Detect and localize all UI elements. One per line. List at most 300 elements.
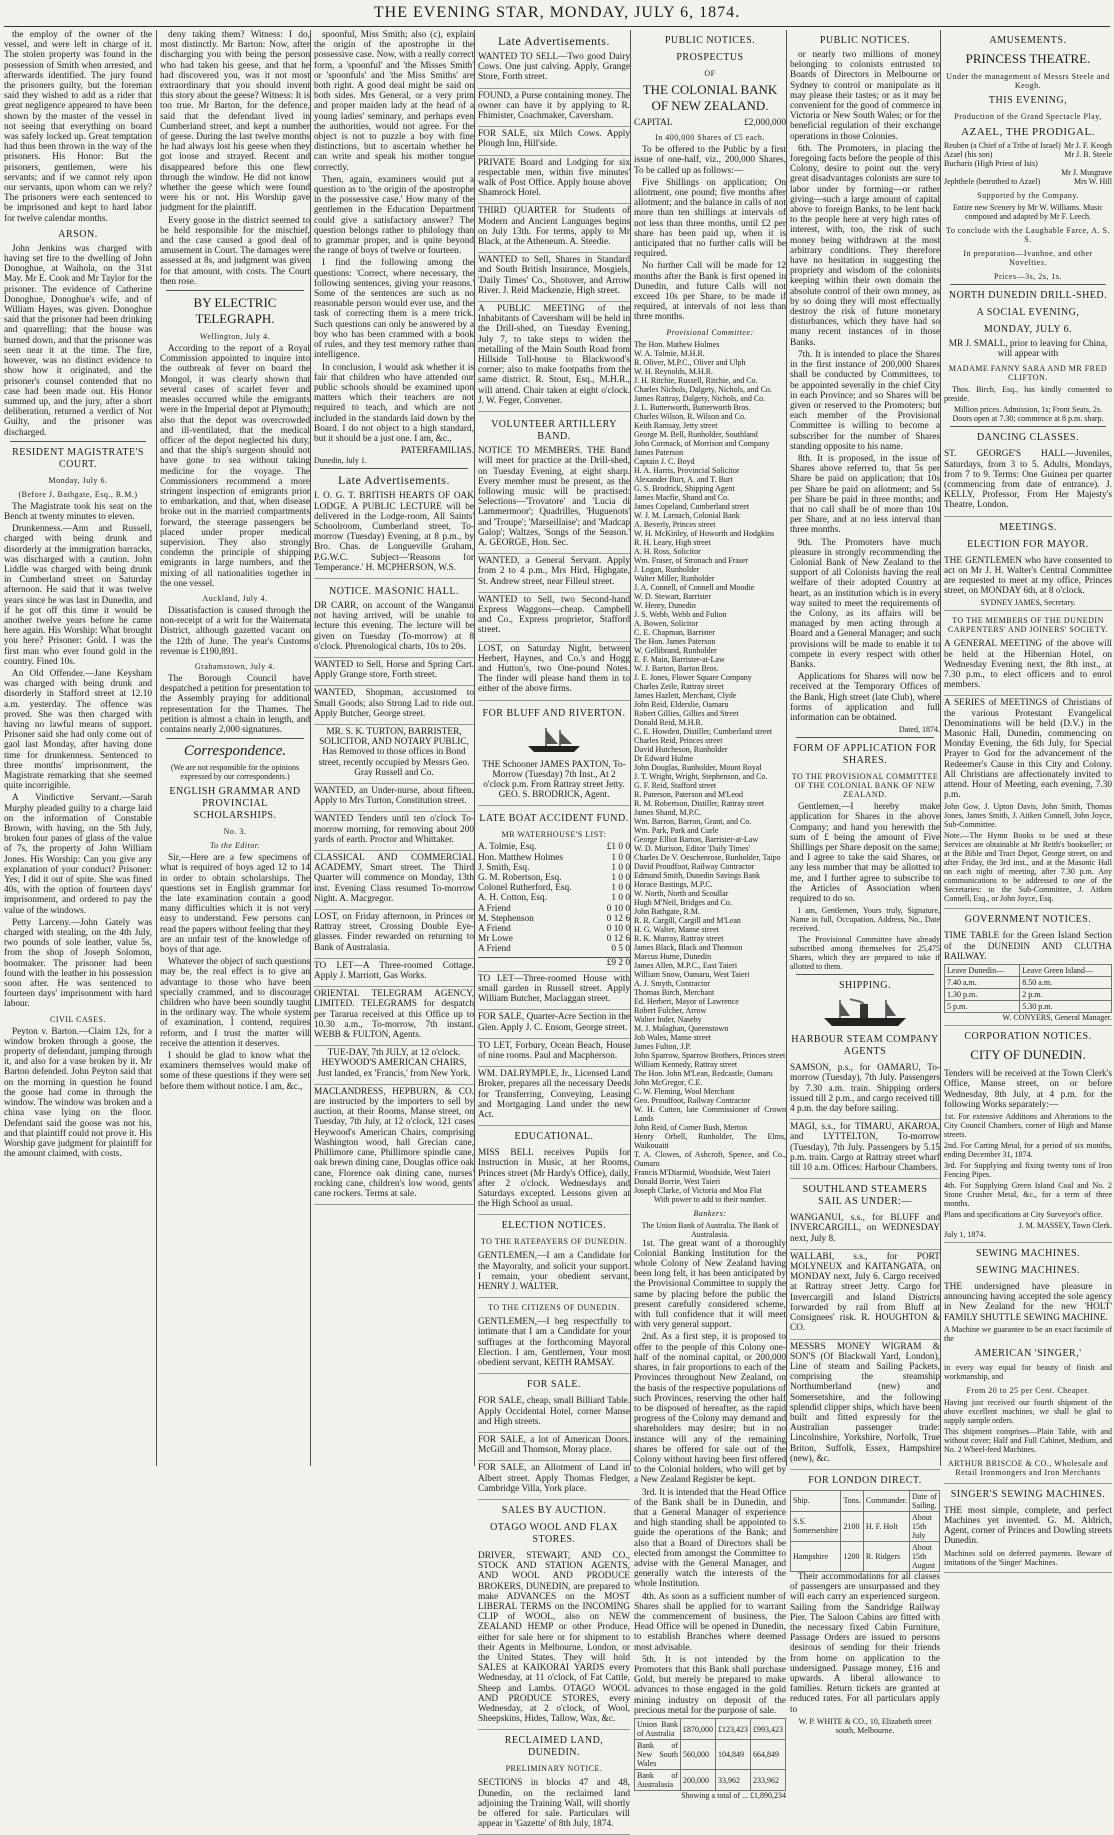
table-header: Tons. <box>841 1490 863 1511</box>
committee-member: James Macfie, Shand and Co. <box>634 492 730 502</box>
table-cell: R. Ridgers <box>863 1541 909 1571</box>
article-text: 9th. The Promoters have much pleasure in strongly recommending the Colonial Bank of New Zealand to the support of all Colonists having the real welfare of their adopted Country at heart, as an institution which is in every way suited to meet the requirements of the Colony, as its affairs will be managed by men acting through a Board and a General Manager; and such provisions will be made to enable it to compete in every respect with other Banks. <box>790 537 940 670</box>
committee-member: A. J. Smyth, Contractor <box>634 978 710 988</box>
article-text: In conclusion, I would ask whether it is fair that children who have attended our public schools should be examined upon matters which their teachers are not required to teach, and which are not included in the standards laid down by the Board. I do not object to a high standard, but it should be a just one. I am, &c., <box>314 362 474 444</box>
subscription-amount: 0 10 0 <box>606 903 630 914</box>
table-cell: 200,000 <box>681 1770 716 1791</box>
committee-member: James Hazlett, Merchant, Clyde <box>634 690 737 700</box>
subscription-total <box>478 957 630 968</box>
divider <box>796 974 934 975</box>
subscription-row <box>478 914 630 924</box>
committee-member: Robert Fulcher, Arrow <box>634 1005 707 1015</box>
subscription-row <box>478 883 630 893</box>
ad-text: FOR SALE, a lot of American Doors. McGill and Thomson, Moray place. <box>478 1434 630 1456</box>
committee-member: E. F. Main, Barrister-at-Law <box>634 654 725 664</box>
article-text: Whatever the object of such questions may be, the real effect is to give an advantage to those who have been specially crammed, and to discourage children who have been soundly taught in the ordinary way. The whole system of examination, I contend, requires reform, and I trust the matter will receive the attention it deserves. <box>160 957 310 1049</box>
committee-member: Donald Borrie, West Taieri <box>634 1176 721 1186</box>
table-cell: 233,962 <box>751 1770 786 1791</box>
committee-member: R. H. Leary, High street <box>634 537 711 547</box>
committee-member: Marcus Hume, Dunedin <box>634 951 712 961</box>
advertisement <box>314 686 474 725</box>
article-text: spoonful, Miss Smith; also (c), explain the origin of the apostrophe in the possessive case. Now, with a really correct form, a 'spoonful' and 'the Misses Smith' or 'spoonfuls' and 'the Miss Smiths' are both right. A good deal might be said on both sides. Mrs General, or a very prim and proper maiden lady at the head of a young ladies' seminary, and perhaps even the authorities, would not agree. For the object is not to puzzle a boy with fine distinctions, but to ascertain whether he can write and speak his mother tongue correctly. <box>314 30 474 173</box>
subscriber-name: Mr Lowe <box>478 934 513 945</box>
cast-list <box>944 141 1112 186</box>
advertisement <box>478 156 630 205</box>
advertisement <box>790 1061 940 1120</box>
ad-heading: OTAGO WOOL AND FLAX STORES. <box>490 1521 618 1545</box>
bankers-heading: Bankers: <box>693 1208 727 1218</box>
committee-member: W. H. McKinley, of Howorth and Hodgkins <box>634 528 775 538</box>
subscriber-name: J. Smith, Esq. <box>478 862 530 873</box>
article-text: Five Shillings on application; On allotment, one pound; five months after allotment; and the balance in calls of not more than ten shillings at intervals of not less than three months, until £2 per share has been paid up, when it is anticipated that no further calls will be required. <box>634 177 786 260</box>
play-supported: Supported by the Company. <box>977 191 1079 200</box>
subscription-amount: £1 0 0 <box>606 842 630 853</box>
advertisement <box>790 1250 940 1340</box>
ad-text: WANTED, an Under-nurse, about fifteen. Apply to Mrs Turton, Constitution street. <box>314 786 474 807</box>
ad-text: A GENERAL MEETING of the above will be held at the Hibernian Hotel, on Wednesday Evening next, the 8th inst., at 7.30 p.m., to elect officers and to enrol members. <box>944 639 1112 691</box>
ad-text: John Gow, J. Upton Davis, John Smith, Thomas Jones, James Smith, J. Aitken Connell, John Joyce, Sub-Committee. <box>944 802 1112 830</box>
committee-member: Keith Ramsay, Jetty street <box>634 420 718 430</box>
article-text: deny taking them? Witness: I do, most distinctly. Mr Barton: Now, after discharging you with being the person who had taken his geese, and that he had discovered you, was it not most extraordinary that you should invent this story about the geese? Witness: It is too true. Mr Barton, for the defence, said that the defendant lived in Cumberland street, and kept a number of geese. During the last twelve months he had always lost his geese when they got loose and strayed. Recent and disappeared before this one flew through the window. He did not know whether the geese which were found were his or not. His Worship gave judgment for the plaintiff. <box>160 30 310 214</box>
subscriber-name: Hon. Matthew Holmes <box>478 852 563 863</box>
section-heading: FOR SALE. <box>527 1379 581 1391</box>
ad-text: FOR SALE, cheap, small Billiard Table. Apply Occidental Hotel, corner Manse and High streets. <box>478 1396 630 1427</box>
cast-actor: Mr J. F. Keogh <box>1063 141 1112 150</box>
play-title: AZAEL, THE PRODIGAL. <box>961 126 1095 138</box>
capital-row <box>634 118 786 128</box>
table-cell: Bank of Australasia <box>635 1770 681 1791</box>
prospectus-of: OF <box>704 69 716 78</box>
committee-member: Edmund Smith, Dunedin Savings Bank <box>634 870 760 880</box>
cast-role: Reuben (a Chief of a Tribe of Israel) <box>944 141 1061 150</box>
ad-text: This shipment comprises—Plain Table, with and without cover; Half and Full Cabinet, Medium, and No. 2 Wheel-feed Machines. <box>944 1426 1112 1454</box>
section-heading: ELECTION NOTICES. <box>501 1220 607 1232</box>
committee-member: Job Wales, Manse street <box>634 1032 711 1042</box>
table-header: Leave Dunedin— <box>945 965 1020 977</box>
ad-heading: MONDAY, JULY 6. <box>983 324 1073 335</box>
ad-text: A Machine we guarantee to be an exact facsimile of the <box>944 1324 1112 1343</box>
capital-label: CAPITAL <box>634 118 673 128</box>
railway-timetable <box>944 964 1112 1013</box>
play-prep: In preparation—Ivanhoe, and other Novelties. <box>963 249 1093 267</box>
table-cell: £123,423 <box>716 1719 751 1740</box>
ad-text: TIME TABLE for the Green Island Section of the DUNEDIN AND CLUTHA RAILWAY. <box>944 931 1112 962</box>
ad-text: WANTED to Sell, Shares in Standard and South British Insurance, Mosgiels, 'Daily Times' Co., Shotover, and Arrow River. J. Reid Mackenzie, High street. <box>478 255 630 296</box>
committee-member: J. L. Butterworth, Butterworth Bros. <box>634 402 751 412</box>
article-text: Drunkenness.—Ann and Russell, charged with being drunk and disorderly at the immigration barracks, was discharged with a caution. John Liddle was charged with being drunk in Cumberland street on Saturday afternoon. He said that it was twelve years since he was last in Dunedin, and if he got off this time it would be another twelve years before he came here again. His Worship: What brought you here? Prisoner: Gold. I was the first man who ever found gold in the country. Fined 10s. <box>4 524 152 667</box>
article-text: or nearly two millions of money belonging to colonists entrusted to Boards of Directors in Melbourne or Sydney to control or manipulate as it may please their tastes; or as it may be convenient for the good of commerce in Victoria or New South Wales; or for the beneficial regulation of their exchange operations in those Colonies. <box>790 50 940 142</box>
advertisement <box>314 1046 474 1085</box>
column-4 <box>474 30 630 1830</box>
play-scenery: Entire new Scenery by Mr W. Williams. Music composed and adapted by Mr F. Leech. <box>953 203 1103 221</box>
ad-text: A PUBLIC MEETING of the Inhabitants of Caversham will be held in the Drill-shed, on Tuesday Evening, July 7, to take steps to widen the metalling of the Main South Road from Hillside Toll-house to Blackwood's corner; also to make footpaths from the same district. R. Stout, Esq., M.H.R., will attend. Chair taken at eight o'clock. J. W. Feger, Convener. <box>478 304 630 406</box>
table-row <box>791 1541 940 1571</box>
bank-deposits-table <box>634 1718 786 1791</box>
committee-member: Robert Gillies, Gillies and Street <box>634 708 739 718</box>
bankers-line: The Union Bank of Australia. The Bank of Australasia. <box>641 1220 779 1239</box>
committee-member: T. A. Clowes, of Ashcroft, Spence, and Co., Oamaru <box>634 1149 786 1168</box>
play-prices: Prices—3s, 2s, 1s. <box>994 272 1062 281</box>
ad-text: DR CARR, on account of the Wanganui not having arrived, will be unable to lecture this evening. The lecture will be given on Tuesday (To-morrow) at 8 o'clock. Phrenological charts, 10s to 20s. <box>314 600 474 652</box>
subscription-amount: 0 5 0 <box>611 944 630 955</box>
committee-member: Charles Wilson, R. Wilson and Co. <box>634 411 746 421</box>
subscription-amount: 0 12 6 <box>606 913 630 924</box>
ad-text: THE undersigned have pleasure in announcing having accepted the sole agency in New Zealand for the new 'HOLT' FAMILY SHUTTLE SEWING MACHINE. <box>944 1281 1112 1323</box>
subscription-row <box>478 842 630 852</box>
table-cell: Hampshire <box>791 1541 841 1571</box>
ad-heading: TO THE CITIZENS OF DUNEDIN. <box>488 1303 620 1313</box>
ad-text: Their accommodations for all classes of passengers are unsurpassed and they will each carry an experienced surgeon. Sailing from the Sandridge Railway Pier. The Saloon Cabins are fitted with the necessary fixed Cabin Furniture, Passage Orders are issued to persons desirous of sending for their friends from home on application to the undersigned. Passage money, £16 and upwards. A liberal allowance to families. Return tickets are granted at reduced rates. For all particulars apply to <box>790 1571 940 1715</box>
table-cell: 1200 <box>841 1541 863 1571</box>
committee-member: James Fulton, J.P. <box>634 1041 692 1051</box>
cast-actor: Mr J. Musgrave <box>1061 168 1112 177</box>
article-text: The Borough Council have despatched a petition for presentation to the Assembly praying for additional representation for the Thames. The petition is almost a chain in length, and contains nearly 2,000 signatures. <box>160 673 310 735</box>
article-text: 1st. The great want of a thoroughly Colonial Banking Institution for the whole Colony of New Zealand having been long felt, it has been anticipated by the Provisional Committee to supply the same by placing before the public the present carefully considered scheme, with full confidence that it will meet with very general support. <box>634 1238 786 1331</box>
committee-member: George Elliot Barton, Barrister-at-Law <box>634 834 759 844</box>
advertisement <box>478 1433 630 1461</box>
committee-member: Joseph Clarke, of Victoria and Moa Flat <box>634 1185 763 1195</box>
committee-member: W. D. Stewart, Barrister <box>634 591 712 601</box>
advertisement <box>478 972 630 1011</box>
ad-text: Tenders will be received at the Town Clerk's Office, Manse street, on or before Wednesday, 8th July, at 4 p.m. for the following Works separately:— <box>944 1069 1112 1110</box>
advertisement <box>314 579 474 658</box>
committee-member: J. Logan, Runholder <box>634 564 700 574</box>
ad-heading: SEWING MACHINES. <box>975 1264 1081 1276</box>
section-heading: PUBLIC NOTICES. <box>664 35 756 46</box>
cast-actor: Mr J. B. Steele <box>1064 150 1112 159</box>
table-row <box>945 1001 1112 1013</box>
ad-text: FOUND, a Purse containing money. The owner can have it by applying to R. Fhimister, Coachmaker, Caversham. <box>478 90 630 122</box>
ad-text: WANTED, a General Servant. Apply from 2 to 4 p.m., Mrs Hird, Highgate, St. Andrew street, near Filleul street. <box>478 556 630 587</box>
section-heading: ARSON. <box>58 228 98 240</box>
subscriber-name: A. Tolmie, Esq. <box>478 842 537 853</box>
ad-signature: W. CONYERS, General Manager. <box>1002 1013 1112 1023</box>
advertisement <box>478 554 630 593</box>
ad-text: TO LET—A Three-roomed Cottage. Apply J. Marriott, Gas Works. <box>314 960 474 982</box>
ad-text: WANTED to Sell, Horse and Spring Cart. Apply Grange store, Forth street. <box>314 659 474 681</box>
column-5 <box>630 30 786 1800</box>
committee-member: Donald Reid, M.H.R. <box>634 717 703 727</box>
subscriber-name: A. H. Cotton, Esq. <box>478 893 547 904</box>
article-text: 5th. It is not intended by the Promoters that this Bank shall purchase Gold, but merely be prepared to make advances to those engaged in the gold mining industry on deposit of the precious metal for the purpose of sale. <box>634 1654 786 1716</box>
divider <box>796 737 934 738</box>
ad-text: TO LET—Three-roomed House with small garden in Russell street. Apply William Butcher, Maclaggan street. <box>478 973 630 1005</box>
article-text: Every goose in the district seemed to be held responsible for the mischief, and the case caused a good deal of amusement in Court. The damages were assessed at 8s, and judgment was given for that amount, with costs. The Court then rose. <box>160 215 310 287</box>
ad-text: WANTED Tenders until ten o'clock To-morrow morning, for removing about 200 yards of earth. Proctor and Whittaker. <box>314 814 474 845</box>
committee-member: Captain J. C. Boyd <box>634 456 695 466</box>
ad-text: Machines sold on deferred payments. Beware of imitations of the 'Singer' Machines. <box>944 1548 1112 1567</box>
subscription-row <box>478 853 630 863</box>
advertisement <box>478 1146 630 1215</box>
capital-value: £2,000,000 <box>744 118 786 128</box>
divider <box>166 290 304 291</box>
advertisement <box>478 1067 630 1126</box>
advertisement <box>478 50 630 89</box>
article-text: Petty Larceny.—John Gately was charged with stealing, on the 4th July, two pounds of sole leather, value 5s, from the shop of Joseph Solomon, bootmaker. The prisoner had been found with the leather in his possession soon after. He was sentenced to fourteen days' imprisonment with hard labour. <box>4 917 152 1010</box>
committee-member: The Hon. James Paterson <box>634 636 716 646</box>
ship-schedule-table <box>790 1490 940 1572</box>
committee-member: David Proudfoot, Railway Contractor <box>634 861 755 871</box>
ad-text: FOR SALE, six Milch Cows. Apply Plough Inn, Hill'side. <box>478 129 630 150</box>
committee-member: W. D. Murison, Editor 'Daily Times' <box>634 843 750 853</box>
committee-member: W. North, North and Scoullar <box>634 888 729 898</box>
subscriber-name: Colonel Rutherford, Esq. <box>478 883 572 894</box>
committee-member: C. E. Howden, Distiller, Cumberland street <box>634 726 773 736</box>
ad-signature: J. M. MASSEY, Town Clerk. <box>1018 1220 1112 1230</box>
ad-heading: CITY OF DUNEDIN. <box>970 1047 1086 1063</box>
committee-member: W. J. M. Larnach, Colonial Bank <box>634 510 740 520</box>
committee-member: Walter Miller, Runholder <box>634 573 715 583</box>
theatre-management: Under the management of Messrs Steele and Keogh. <box>946 72 1110 90</box>
committee-member: H. G. Walter, Manse street <box>634 924 719 934</box>
ad-text: MAGI, s.s., for TIMARU, AKAROA, and LYTTELTON, To-morrow (Tuesday), 7th July. Passengers by 5.15 p.m. train. Cargo at Rattray street wharf till 10 a.m. Offices: Harbour Chambers. <box>790 1122 940 1174</box>
table-cell: Bank of New South Wales <box>635 1740 681 1770</box>
committee-member: The Hon. John M'Lean, Redcastle, Oamaru <box>634 1068 773 1078</box>
advertisement <box>314 658 474 686</box>
committee-member: John Sparrow, Sparrow Brothers, Princes street <box>634 1050 786 1060</box>
section-heading: PUBLIC NOTICES. <box>819 35 911 46</box>
committee-member: W. A. Tolmie, M.H.R. <box>634 348 705 358</box>
article-text: I find the following among the questions: 'Correct, where necessary, the following sentences, giving your reasons.' Some of the sentences are such as no reasonable person would ever use, and the task of correcting them is a mere trick. Such questions can only be answered by a boy who has been crammed with a book of rules, and they test memory rather than intelligence. <box>314 258 474 361</box>
ad-text: NOTICE TO MEMBERS. THE Band will meet for practice at the Drill-shed, on Tuesday Evening, at eight sharp. Every member must be present, as the following music will be practised: Selections—'Trovatore' and 'Lucia di Lammermoor'; Quadrilles, 'Huguenots' and 'Troupe'; 'Marseillaise'; and 'Madcap Galop'; Waltzes, 'Songs of the Season.' A. GEORGE, Hon. Sec. <box>478 446 630 548</box>
table-row <box>945 989 1112 1001</box>
table-cell: 33,962 <box>716 1770 751 1791</box>
ad-heading: TO THE MEMBERS OF THE DUNEDIN CARPENTERS' AND JOINERS' SOCIETY. <box>947 616 1109 635</box>
committee-member: Charles Reid, Princes street <box>634 735 723 745</box>
ad-text: in every way equal for beauty of finish and workmanship, and <box>944 1362 1112 1381</box>
committee-member: James Allen, M.P.C., East Taieri <box>634 960 738 970</box>
committee-member: John McGregor, C.E. <box>634 1077 703 1087</box>
table-cell: 2100 <box>841 1511 863 1541</box>
ad-heading: A SOCIAL EVENING, <box>976 307 1080 318</box>
committee-member: M. J. Malaghan, Queenstown <box>634 1023 729 1033</box>
advertisement <box>944 447 1112 516</box>
form-text: Gentlemen,—I hereby make application for Shares in the above Company; and hand you herewith the sum of £ being the amount of Five Shillings per Share deposit on the same; and I agree to take the said Shares, or any less number that may be allotted to me, and I further agree to subscribe to the Articles of Association when required to do so. <box>790 802 940 905</box>
ad-heading: HARBOUR STEAM COMPANY AGENTS <box>791 1034 939 1058</box>
play-conclude: To conclude with the Laughable Farce, A. S. S. <box>945 226 1110 244</box>
advertisement <box>314 987 474 1046</box>
prospectus-title: PROSPECTUS <box>676 52 744 63</box>
table-cell: 664,849 <box>751 1740 786 1770</box>
table-cell: About 15th July <box>910 1511 940 1541</box>
ad-heading: MADAME FANNY SARA AND MR FRED CLIFTON. <box>948 364 1108 383</box>
ad-text: Thos. Birch, Esq., has kindly consented to preside. <box>944 385 1112 404</box>
committee-member: William Kennedy, Rattray street <box>634 1059 738 1069</box>
ship-illustration <box>478 726 630 754</box>
committee-heading: Provisional Committee: <box>666 327 754 337</box>
committee-member: Wm. Park, Park and Curle <box>634 825 719 835</box>
sig-place: Dunedin, July 1. <box>314 456 367 466</box>
committee-member: A. Bowen, Solicitor <box>634 618 698 628</box>
total-amount: £9 2 0 <box>606 957 630 968</box>
committee-member: Wm. Barron, Barron, Grant, and Co. <box>634 816 752 826</box>
advertisement <box>790 1120 940 1179</box>
advertisement <box>314 812 474 851</box>
masthead-rule <box>4 26 1110 27</box>
section-heading: RESIDENT MAGISTRATE'S COURT. <box>12 446 144 470</box>
table-cell: H. F. Holt <box>863 1511 909 1541</box>
ad-text: MACLANDRESS, HEPBURN, & CO. are instructed by the importers to sell by auction, at their Rooms, Manse street, on Tuesday, 7th July, at 12 o'clock, 121 cases Heywood's American Chairs, comprising Washington wood, hall Grecian cane, Phillimore cane, Phillimore spindle cane, oak brewn dining cane, Douglas office oak cane, Florence oak dining cane, nurses' rocking cane, children's low wood, gents' cane rockers. Terms at sale. <box>314 1086 474 1199</box>
article-text: An Old Offender.—Jane Keysham was charged with being drunk and disorderly in Stafford street at 12.10 a.m. yesterday. The offence was proved. She was then charged with having no lawful means of support. Prisoner said she had only come out of gaol last Monday, after having done time for drunkenness. Sentenced to three months' imprisonment, the Magistrate remarking that she seemed quite incorrigible. <box>4 668 152 792</box>
committee-member: Thomas Birch, Merchant <box>634 987 715 997</box>
committee-member: Wm. Fraser, of Stronach and Fraser <box>634 555 749 565</box>
advertisement <box>478 1549 630 1730</box>
committee-member: Hugh M'Neil, Bridges and Co. <box>634 897 732 907</box>
table-row <box>791 1511 940 1541</box>
article-text: 8th. It is proposed, in the issue of Shares above referred to, that 5s per Share be paid on application; that 10s per Share be paid on allotment; and 5s per Share be paid in three months; and that no call shall be of more than 10s per Share, and at no less interval than three months. <box>790 453 940 536</box>
bank-table-total: Showing a total of ... £1,890,234 <box>681 1791 786 1800</box>
cast-row <box>944 168 1112 177</box>
committee-member: The Hon. Mathew Holmes <box>634 339 720 349</box>
works-item: 4th. For Supplying Green Island Coal and No. 2 Stone Crusher Metal, &c., for a term of three months. <box>944 1180 1112 1208</box>
subscription-row <box>478 924 630 934</box>
works-list <box>944 1112 1112 1208</box>
committee-member: R. Paterson, Paterson and M'Leod <box>634 789 743 799</box>
subscription-list <box>478 842 630 954</box>
committee-member: G. S. Brodrick, Shipping Agent <box>634 483 735 493</box>
committee-member: John Bathgate, R.M. <box>634 906 700 916</box>
ad-heading: FOR LONDON DIRECT. <box>808 1474 922 1486</box>
dateline: Grahamstown, July 4. <box>194 661 276 671</box>
committee-member: John Reid, Elderslie, Oamaru <box>634 699 729 709</box>
ad-heading: AMERICAN 'SINGER,' <box>974 1347 1082 1359</box>
section-heading: AMUSEMENTS. <box>989 35 1067 46</box>
cast-role: Jephthele (betrothed to Azael) <box>944 177 1041 186</box>
ad-text: GENTLEMEN,—I am a Candidate for the Mayoralty, and solicit your support. I remain, your obedient servant, HENRY J. WALTER. <box>478 1251 630 1293</box>
article-text: 6th. The Promoters, in placing the foregoing facts before the people of this Colony, desire to point out the very great disadvantages colonists are sure to labor under by forming—or rather giving—such a large amount of capital above to foreign Banks, to be lent back to the people here at very high rates of interest, with, too, the risk of such money being withdrawn at the most arbitrary conditions. They therefore have no hesitation in suggesting the propriety and wisdom of the colonists keeping within their own domain the absolute control of their own money, as by so doing they will most effectually destroy the risk of future monetary disturbances, which they have had so many recent instances of in those Banks. <box>790 143 940 348</box>
advertisement <box>478 1394 630 1433</box>
ad-text: LOST, on Saturday Night, between Herbert, Haynes, and Co.'s and Hogg and Hutton's, two One-pound Notes. The finder will please hand them in to either of the above firms. <box>478 643 630 695</box>
article-text: To be offered to the Public by a first issue of one-half, viz., 200,000 Shares, To be called up as follows:— <box>634 145 786 176</box>
advertisement <box>478 253 630 302</box>
table-row <box>635 1719 786 1740</box>
advertisement <box>944 1067 1112 1243</box>
advertisement <box>478 302 630 412</box>
table-cell: S.S. Somersetshire <box>791 1511 841 1541</box>
committee-member: W. J. Barton, Barton Bros. <box>634 663 719 673</box>
table-cell: 2 p.m. <box>1020 989 1112 1001</box>
ad-text: Million prices. Admission, 1s; Front Seats, 2s. Doors open at 7.30; commence at 8 p.m. sharp. <box>952 405 1104 424</box>
committee-member: James Shand, M.P.C. <box>634 807 702 817</box>
section-heading: SHIPPING. <box>838 980 891 992</box>
ad-date: July 1, 1874. <box>944 1229 986 1239</box>
ship-icon <box>524 726 584 754</box>
committee-member: Horace Bastings, M.P.C. <box>634 879 713 889</box>
this-evening: THIS EVENING, <box>988 95 1068 106</box>
section-heading: Correspondence. <box>183 743 287 760</box>
article-text: 4th. As soon as a sufficient number of Shares shall be applied for to warrant the commencement of business, the Head Office will be opened in Dunedin, to establish Branches where deemed most advisable. <box>634 1591 786 1653</box>
committee-member: J. T. Wright, Wright, Stephenson, and Co. <box>634 771 768 781</box>
cast-row <box>944 159 1112 168</box>
table-cell: £870,000 <box>681 1719 716 1740</box>
ad-text: THIRD QUARTER for Students of Modern and Ancient Languages begins on July 13th. For terms, apply to Mr Black, at the Atheneum. A. Steedie. <box>478 206 630 248</box>
table-cell: About 15th August <box>910 1541 940 1571</box>
subscription-amount: 1 0 0 <box>611 862 630 873</box>
committee-member: George M. Bell, Runholder, Southland <box>634 429 758 439</box>
article-text: Dissatisfaction is caused through the non-receipt of a writ for the Waitemata District, although gazetted vacant on the 12th of June. The year's Customs revenue is £190,891. <box>160 605 310 657</box>
ad-text: ST. GEORGE'S HALL—Juveniles, Saturdays, from 3 to 5. Adults, Mondays, from 7 to 9. Terms: One Guinea per quarter (commencing from date of entrance). J. KELLY, Professor, From Her Majesty's Theatre, London. <box>944 449 1112 511</box>
ad-subheading: PRELIMINARY NOTICE. <box>505 1764 603 1774</box>
article-text: the employ of the owner of the vessel, and were left in charge of it. The stolen property was found in the possession of Smith when arrested, and afterwards identified. The jury found the prisoners guilty, but the foreman said they wished to add as a rider that great negligence appeared to have been shown by the master of the vessel in not seeing that everything on board was safely locked up. Great temptation had thus been thrown in the way of the prisoners. His Honor: But the prisoners, gentlemen, were his servants; and if we cannot rely upon our servants, upon whom can we rely? The prisoners were each sentenced to be imprisoned and kept to hard labor for twelve calendar months. <box>4 30 152 224</box>
table-header: Commander. <box>863 1490 909 1511</box>
committee-member: J. H. Ritchie, Russell, Ritchie, and Co. <box>634 375 758 385</box>
advertisement <box>314 910 474 959</box>
table-cell: 560,000 <box>681 1740 716 1770</box>
subscriber-name: G. M. Robertson, Esq. <box>478 872 562 883</box>
advertisement <box>314 784 474 812</box>
ad-text: TUE-DAY, 7th JULY, at 12 o'clock. HEYWOOD'S AMERICAN CHAIRS, Just landed, ex 'Francis,' from New York. <box>317 1048 471 1079</box>
dateline: Auckland, July 4. <box>202 593 268 603</box>
committee-member: Charles Nichols, Dalgety, Nichols, and Co. <box>634 384 772 394</box>
shares-line: In 400,000 Shares of £5 each. <box>655 133 765 143</box>
cast-role: Bucharis (High Priest of Isis) <box>944 159 1038 168</box>
ad-heading: NOTICE. MASONIC HALL. <box>329 585 459 597</box>
subscriber-name: A Friend <box>478 903 511 914</box>
article-text: 2nd. As a first step, it is proposed to offer to the people of this Colony one-half of the nominal capital, or 200,000 shares, in fair proportions to each of the Provinces throughout New Zealand, on the basis of the respective populations of such Provinces, reserving the other half to be disposed of hereafter, as the rapid progress of the Colony may demand and shareholders may desire; but in no instance will any of the remaining shares be offered for sale out of the Colony without having been first offered to the Colonial holders, who will get by a New Zealand Register be kept. <box>634 1332 786 1486</box>
column-6 <box>786 30 940 1735</box>
table-cell: £993,423 <box>751 1719 786 1740</box>
table-header: Date of Sailing. <box>910 1490 940 1511</box>
ad-text: FOR SALE, Quarter-Acre Section in the Glen. Apply J. C. Ensom, George street. <box>478 1012 630 1033</box>
advertisement <box>944 696 1112 909</box>
divider <box>320 468 468 469</box>
committee-member: J. E. Jones, Flower Square Company <box>634 672 752 682</box>
committee-member: David Hutcheson, Runholder <box>634 744 728 754</box>
table-header: Leave Green Island— <box>1020 965 1112 977</box>
ad-heading: RECLAIMED LAND, DUNEDIN. <box>504 1735 604 1759</box>
advertisement <box>314 851 474 910</box>
committee-member: John Cormack, of Morrison and Company <box>634 438 770 448</box>
advertisement <box>944 554 1112 612</box>
section-heading: EDUCATIONAL. <box>514 1131 594 1143</box>
court-before: (Before J. Bathgate, Esq., R.M.) <box>18 489 138 499</box>
advertisement <box>478 1461 630 1500</box>
subscription-row <box>478 944 630 954</box>
advertisement <box>478 1249 630 1298</box>
cast-row <box>944 150 1112 159</box>
ad-heading: From 20 to 25 per Cent. Cheaper. <box>966 1385 1090 1395</box>
section-heading: BY ELECTRIC TELEGRAPH. <box>193 295 277 327</box>
ad-text: Having just received our fourth shipment of the above excellent machines, we shall be glad to supply sample orders. <box>944 1397 1112 1425</box>
table-row <box>945 977 1112 989</box>
committee-member: John Douglas, Runholder, Mount Royal <box>634 762 762 772</box>
form-heading: FORM OF APPLICATION FOR SHARES. <box>793 743 937 767</box>
works-item: 3rd. For Supplying and fixing twenty tons of Iron Fencing Pipes. <box>944 1160 1112 1179</box>
masthead: THE EVENING STAR, MONDAY, JULY 6, 1874. <box>373 4 741 21</box>
cast-row <box>944 141 1112 150</box>
article-text: The Magistrate took his seat on the Bench at twenty minutes to eleven. <box>4 501 152 522</box>
cast-role: Azael (his son) <box>944 150 993 159</box>
ad-heading: ELECTION FOR MAYOR. <box>967 538 1089 550</box>
section-heading: Late Advertisements. <box>338 473 450 488</box>
ad-text: THE most simple, complete, and perfect Machines yet invented. G. M. Aldrich, Agent, corner of Princes and Dowling streets Dunedin. <box>944 1505 1112 1547</box>
table-cell: 104,849 <box>716 1740 751 1770</box>
advertisement <box>944 637 1112 696</box>
committee-member: Charles De V. Oeschenrose, Runholder, Taipo <box>634 852 781 862</box>
subscription-row <box>478 863 630 873</box>
advertisement <box>314 1085 474 1205</box>
committee-member: Henry Orbell, Runholder, The Elms, Waikouaiti <box>634 1131 786 1150</box>
committee-member: J. S. Webb, Webb and Fulton <box>634 609 727 619</box>
table-cell: 5 p.m. <box>945 1001 1020 1013</box>
cast-actor: Mrs W. Hill <box>1073 177 1112 186</box>
letter-heading: ENGLISH GRAMMAR AND PROVINCIAL SCHOLARSHIPS. <box>169 786 301 822</box>
subscriber-name: A Friend <box>478 924 511 934</box>
committee-member: Geo. Proudfoot, Railway Contractor <box>634 1095 751 1105</box>
subscription-row <box>478 893 630 903</box>
advertisement <box>478 412 630 554</box>
advertisement <box>944 1280 1112 1484</box>
